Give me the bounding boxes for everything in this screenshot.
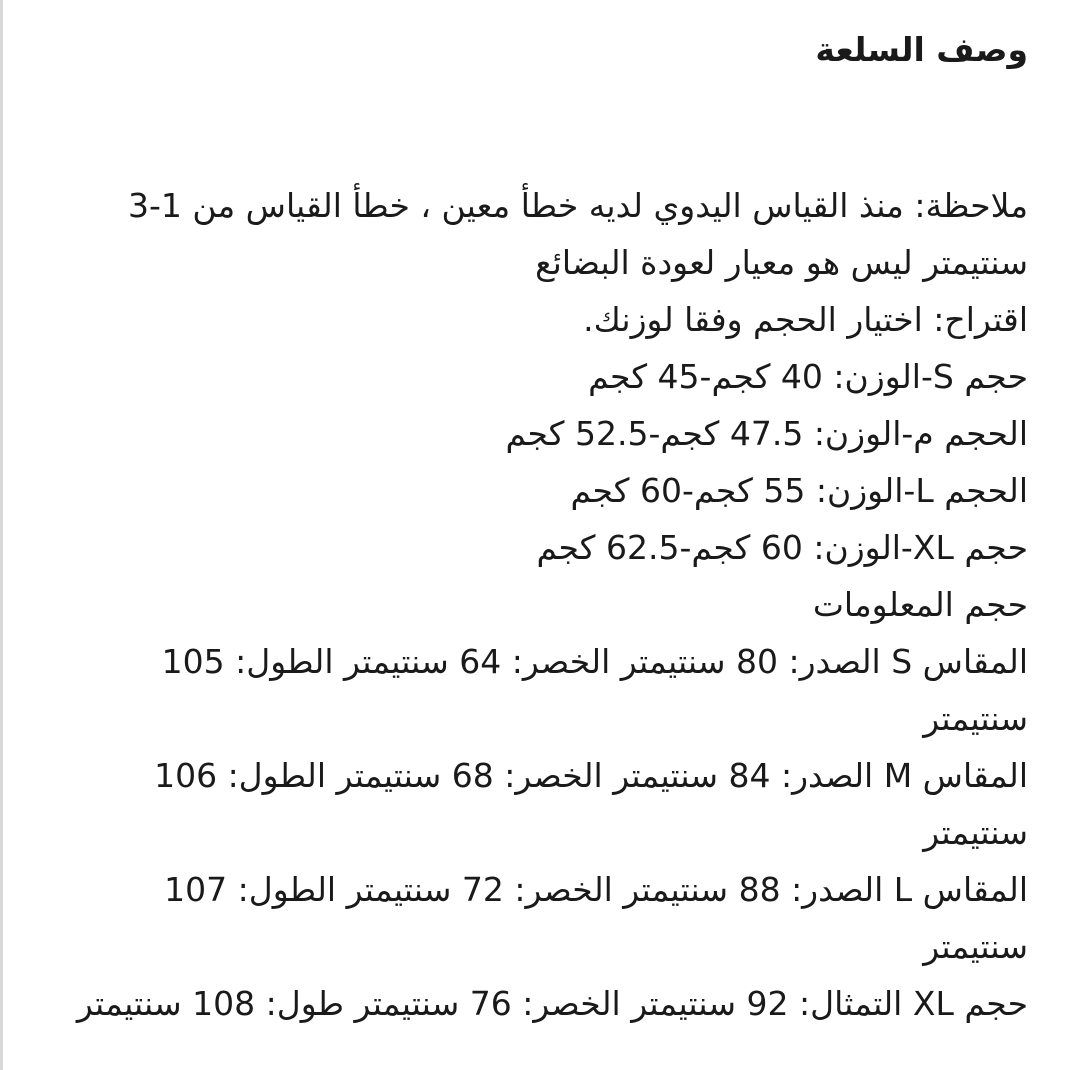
size-line-m: المقاس M الصدر: 84 سنتيمتر الخصر: 68 سنتيمتر الطول: 106 سنتيمتر: [154, 756, 1028, 852]
item-description-panel: [50, 0, 1028, 1032]
size-line-xl: حجم XL التمثال: 92 سنتيمتر الخصر: 76 سنتيمتر طول: 108 سنتيمتر: [76, 984, 1028, 1023]
weight-line-l: الحجم L-الوزن: 55 كجم-60 كجم: [570, 471, 1028, 510]
page-title: وصف السلعة: [815, 30, 1028, 69]
weight-line-m: الحجم م-الوزن: 47.5 كجم-52.5 كجم: [505, 414, 1028, 453]
size-info-heading: حجم المعلومات: [812, 585, 1028, 624]
size-line-s: المقاس S الصدر: 80 سنتيمتر الخصر: 64 سنتيمتر الطول: 105 سنتيمتر: [161, 642, 1028, 738]
weight-line-xl: حجم XL-الوزن: 60 كجم-62.5 كجم: [536, 528, 1028, 567]
size-line-l: المقاس L الصدر: 88 سنتيمتر الخصر: 72 سنتيمتر الطول: 107 سنتيمتر: [164, 870, 1028, 966]
description-body: [50, 73, 1028, 1032]
size-suggestion: اقتراح: اختيار الحجم وفقا لوزنك.: [583, 300, 1028, 339]
left-edge-divider: [0, 0, 3, 1070]
measurement-note: ملاحظة: منذ القياس اليدوي لديه خطأ معين ، خطأ القياس من 1-3 سنتيمتر ليس هو معيار لعودة البضائع: [127, 186, 1028, 282]
weight-line-s: حجم S-الوزن: 40 كجم-45 كجم: [588, 357, 1028, 396]
